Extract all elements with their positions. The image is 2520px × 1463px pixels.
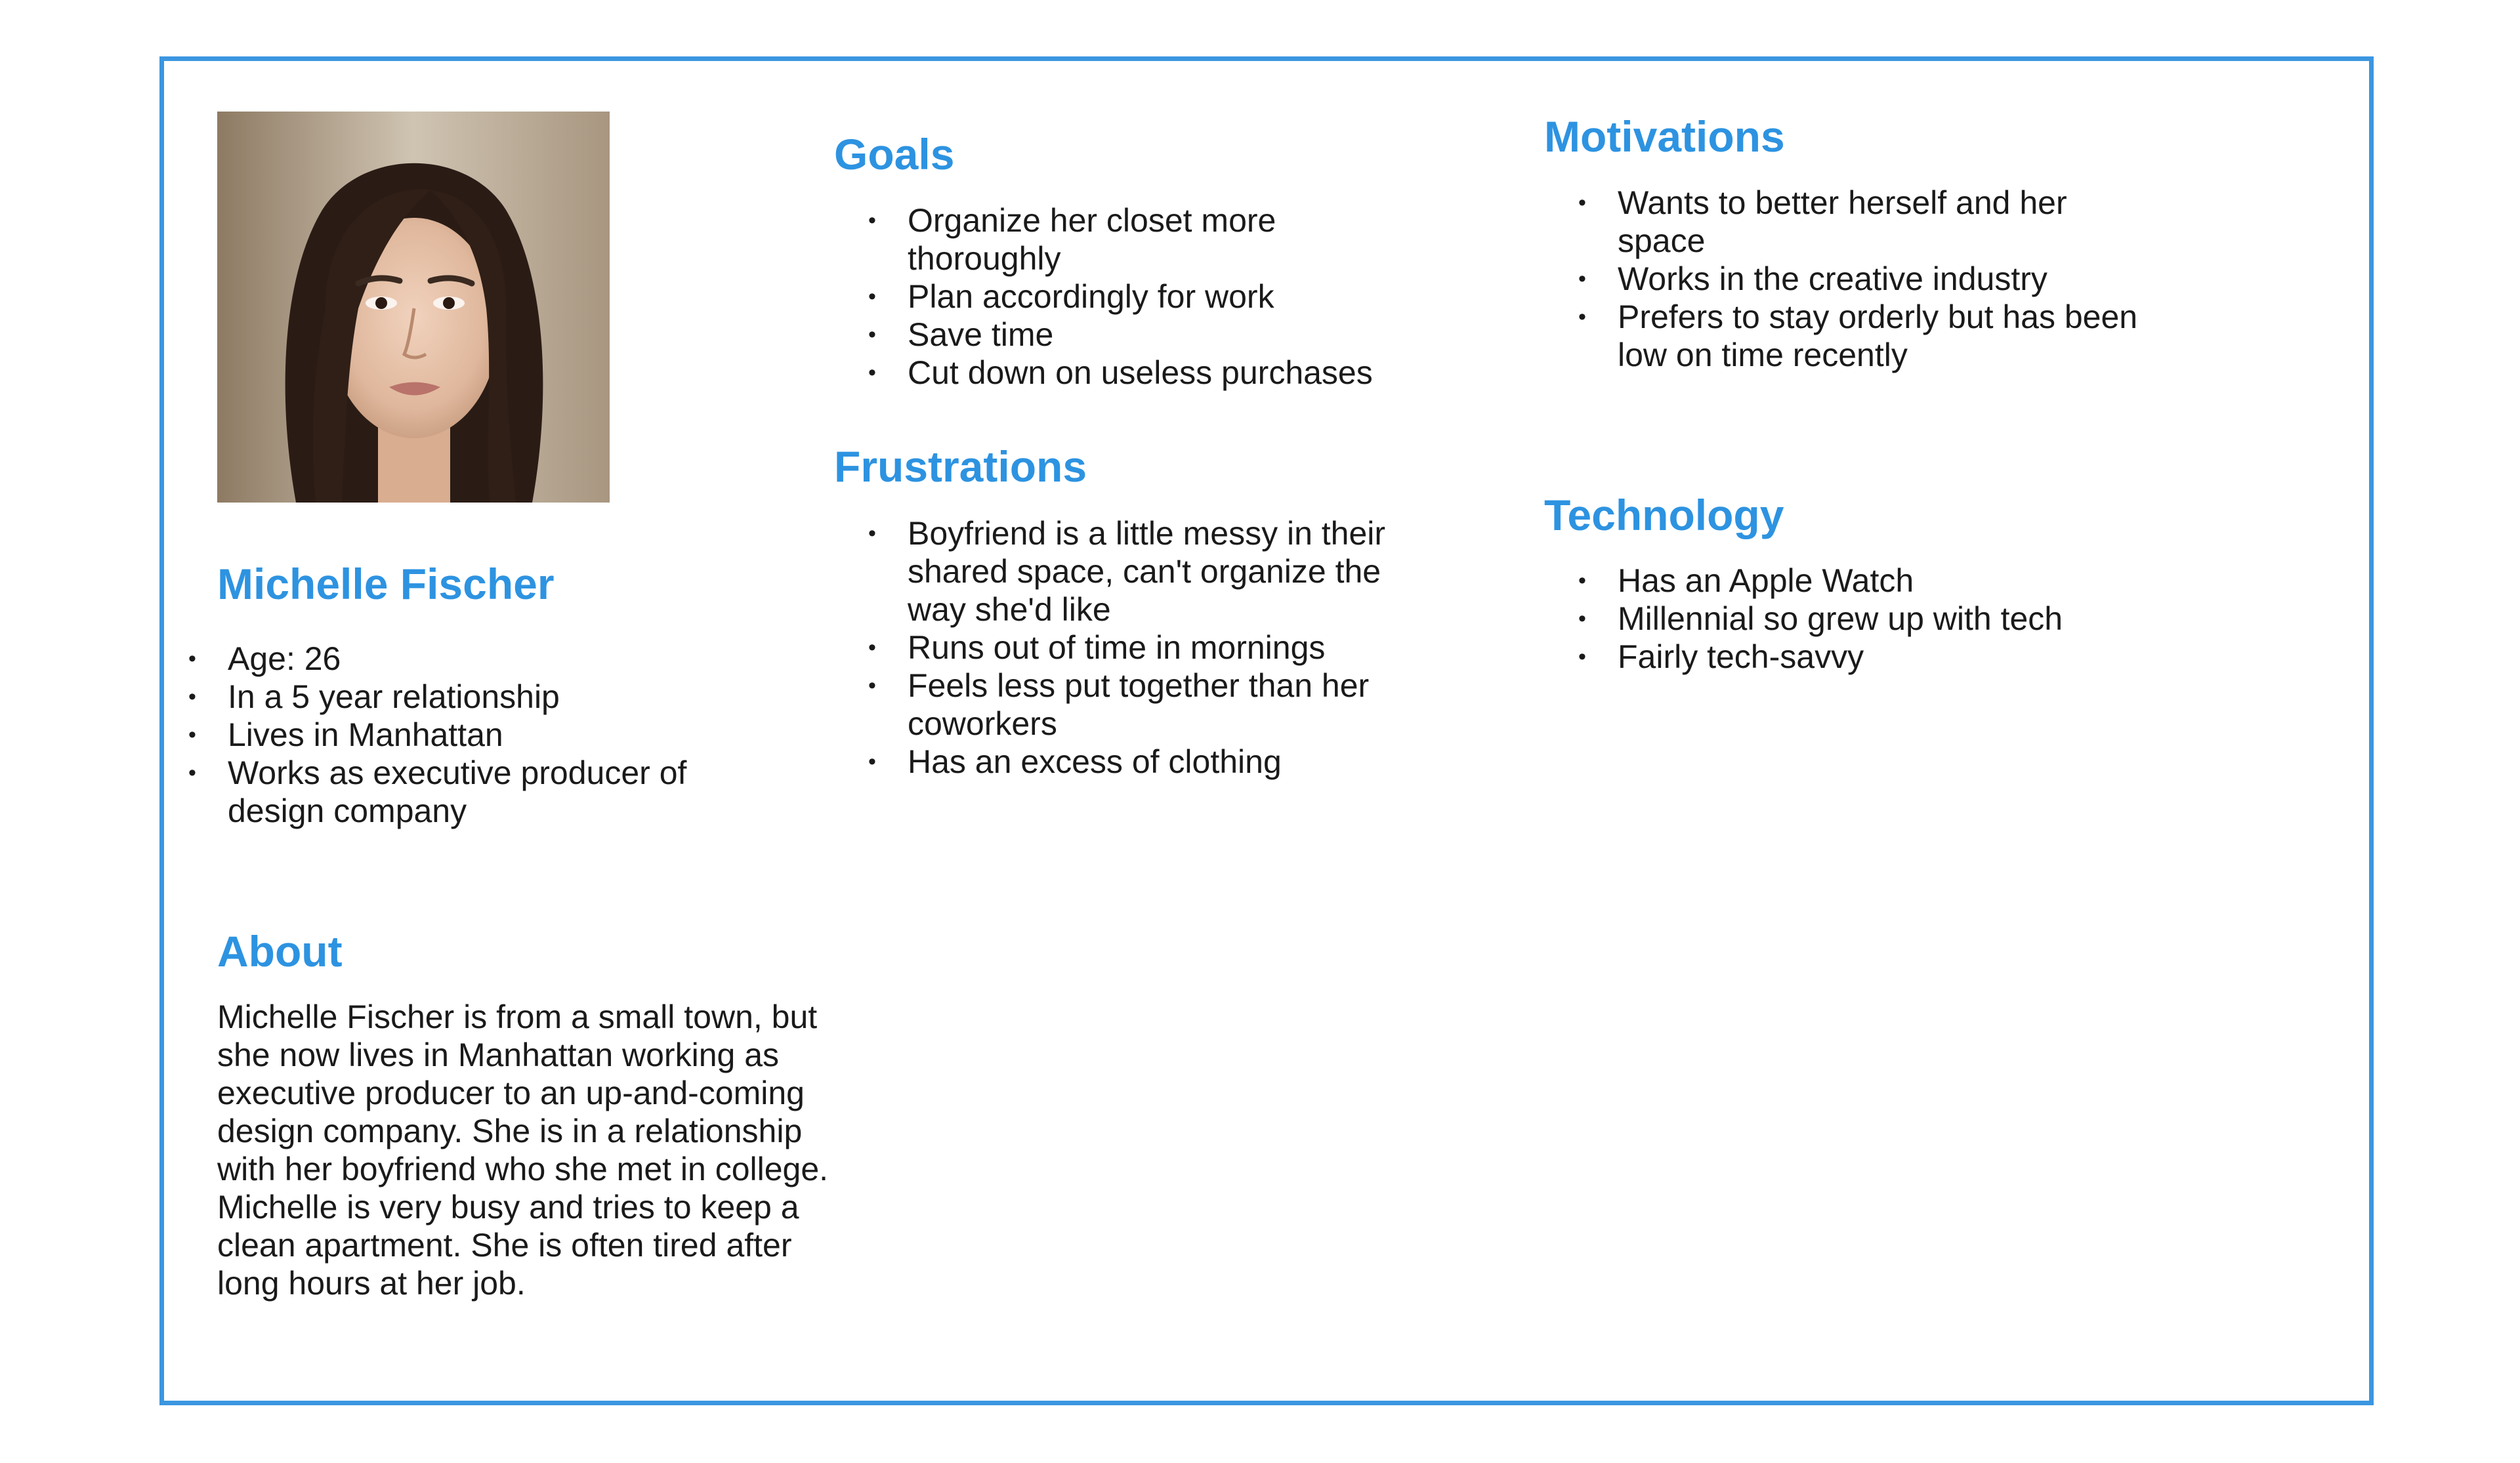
technology-heading: Technology xyxy=(1544,491,1784,539)
list-item: • Save time xyxy=(835,316,1426,354)
persona-name: Michelle Fischer xyxy=(217,560,555,608)
frustrations-list xyxy=(835,514,1413,781)
persona-photo xyxy=(217,112,610,503)
list-item: • Works in the creative industry xyxy=(1545,260,2149,298)
about-text: Michelle Fischer is from a small town, but she now lives in Manhattan working as executive producer to an up-and-coming design company. She is in a relationship with her boyfriend who she met in college. Michelle is very busy and tries to keep a clean apartment. She is often tired after long hours at her job. xyxy=(217,999,829,1302)
list-item: • Age: 26 xyxy=(156,640,694,678)
motivations-heading: Motivations xyxy=(1544,112,1785,161)
list-item: • Wants to better herself and her space xyxy=(1545,184,2149,260)
list-item: • Has an Apple Watch xyxy=(1545,562,2149,600)
list-item: • Lives in Manhattan xyxy=(156,716,694,754)
list-item: • Prefers to stay orderly but has been low on time recently xyxy=(1545,298,2149,374)
list-item: • Organize her closet more thoroughly xyxy=(835,201,1426,278)
list-item: • In a 5 year relationship xyxy=(156,678,694,716)
list-item: • Has an excess of clothing xyxy=(835,743,1413,781)
list-item: • Works as executive producer of design company xyxy=(156,754,694,830)
frustrations-heading: Frustrations xyxy=(834,442,1087,491)
about-heading: About xyxy=(217,927,343,976)
list-item: • Millennial so grew up with tech xyxy=(1545,600,2149,638)
persona-details-list xyxy=(156,640,694,830)
list-item: • Boyfriend is a little messy in their shared space, can't organize the way she'd like xyxy=(835,514,1413,628)
list-item: • Feels less put together than her coworkers xyxy=(835,667,1413,743)
technology-list xyxy=(1545,562,2149,676)
goals-heading: Goals xyxy=(834,130,955,178)
goals-list xyxy=(835,201,1426,392)
motivations-list xyxy=(1545,184,2149,374)
list-item: • Plan accordingly for work xyxy=(835,278,1426,316)
list-item: • Fairly tech-savvy xyxy=(1545,638,2149,676)
list-item: • Cut down on useless purchases xyxy=(835,354,1426,392)
list-item: • Runs out of time in mornings xyxy=(835,628,1413,667)
